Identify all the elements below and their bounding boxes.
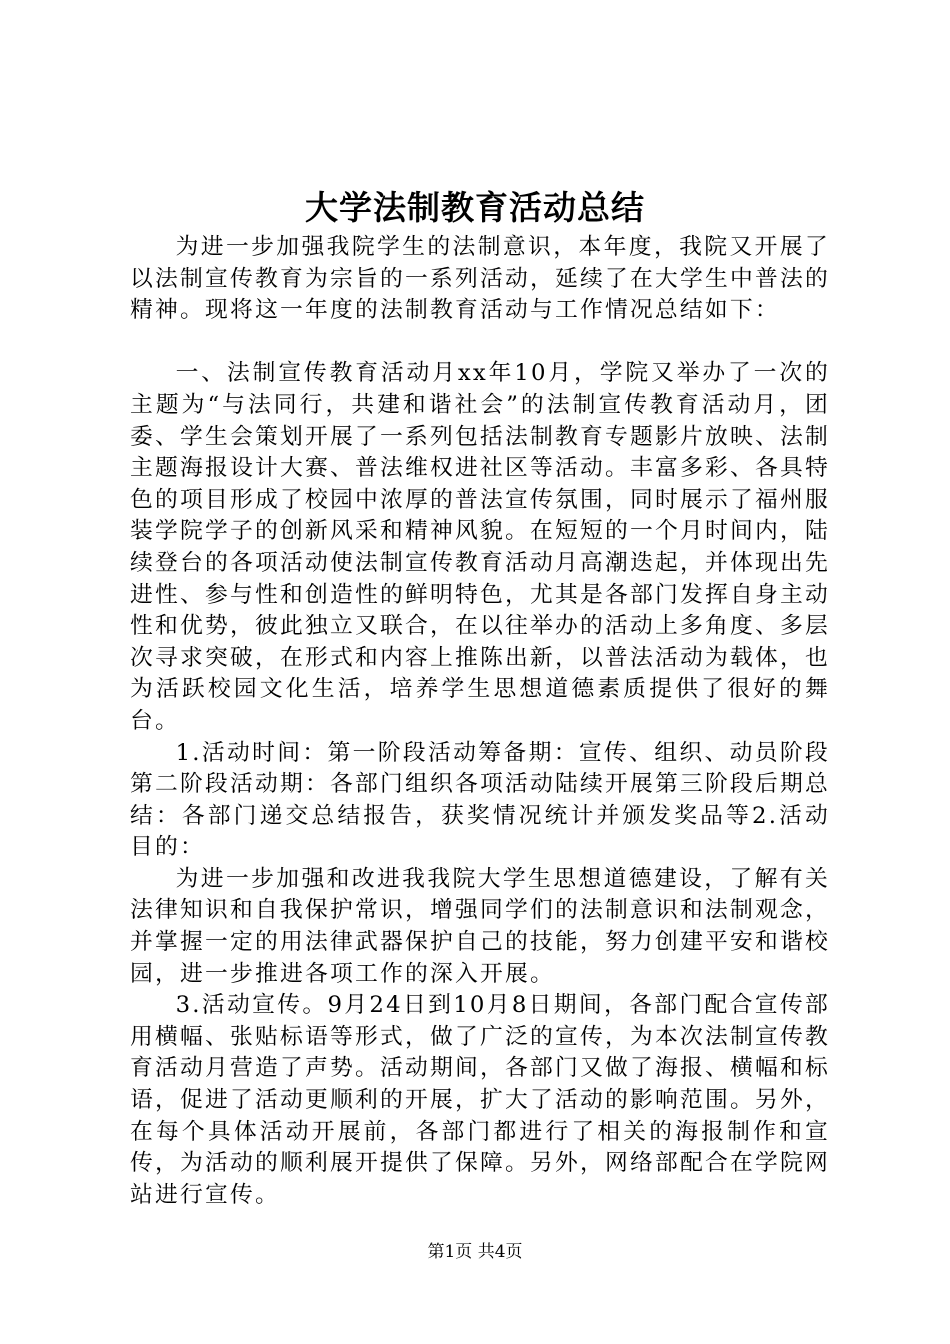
paragraph-gap bbox=[130, 327, 830, 359]
paragraph-intro: 为进一步加强我院学生的法制意识，本年度，我院又开展了以法制宣传教育为宗旨的一系列活动，延续了在大学生中普法的精神。现将这一年度的法制教育活动与工作情况总结如下： bbox=[130, 234, 830, 324]
paragraph-activity-purpose: 为进一步加强和改进我我院大学生思想道德建设，了解有关法律知识和自我保护常识，增强同学们的法制意识和法制观念，并掌握一定的用法律武器保护自己的技能，努力创建平安和谐校园，进一步推进各项工作的深入开展。 bbox=[130, 865, 830, 987]
paragraph-activity-time: 1.活动时间：第一阶段活动筹备期：宣传、组织、动员阶段第二阶段活动期：各部门组织各项活动陆续开展第三阶段后期总结：各部门递交总结报告，获奖情况统计并颁发奖品等2.活动目的： bbox=[130, 739, 830, 861]
document-body bbox=[130, 232, 830, 1211]
page-number-footer: 第1页 共4页 bbox=[427, 1242, 523, 1262]
paragraph-activity-publicity: 3.活动宣传。9月24日到10月8日期间，各部门配合宣传部用横幅、张贴标语等形式，做了广泛的宣传，为本次法制宣传教育活动月营造了声势。活动期间，各部门又做了海报、横幅和标语，促进了活动更顺利的开展，扩大了活动的影响范围。另外，在每个具体活动开展前，各部门都进行了相关的海报制作和宣传，为活动的顺利展开提供了保障。另外，网络部配合在学院网站进行宣传。 bbox=[130, 992, 830, 1208]
paragraph-section-one: 一、法制宣传教育活动月xx年10月，学院又举办了一次的主题为“与法同行，共建和谐社会”的法制宣传教育活动月，团委、学生会策划开展了一系列包括法制教育专题影片放映、法制主题海报设计大赛、普法维权进社区等活动。丰富多彩、各具特色的项目形成了校园中浓厚的普法宣传氛围，同时展示了福州服装学院学子的创新风采和精神风貌。在短短的一个月时间内，陆续登台的各项活动使法制宣传教育活动月高潮迭起，并体现出先进性、参与性和创造性的鲜明特色，尤其是各部门发挥自身主动性和优势，彼此独立又联合，在以往举办的活动上多角度、多层次寻求突破，在形式和内容上推陈出新，以普法活动为载体，也为活跃校园文化生活，培养学生思想道德素质提供了很好的舞台。 bbox=[130, 360, 830, 734]
document-title: 大学法制教育活动总结 bbox=[305, 188, 645, 227]
